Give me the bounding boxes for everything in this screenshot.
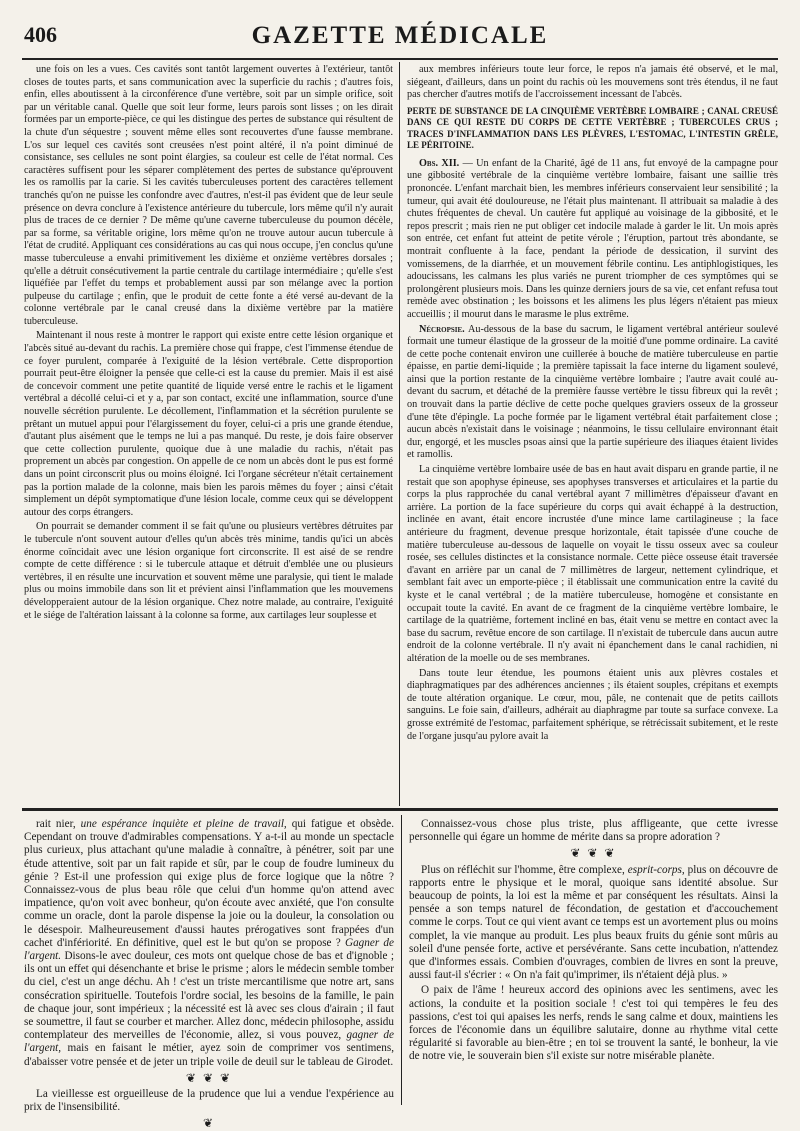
paragraph-vertebra: La cinquième vertèbre lombaire usée de bas en haut avait disparu en grande partie, il ne restait que son apophyse épineuse, ses apophyses transverses et articulaires et la partie du corps la plus rapprochée du canal vertébral ayant 7 millimètres d'épaisseur d'avant en arrière. La portion de la face supérieure du corps qui avait échappé à la destruction, inclinée en avant, était encore incrustée d'une mince lame cartilagineuse ; la face antérieure du fragment, devenue presque horizontale, était tapissée d'une couche de matière tuberculeuse au-dessous de laquelle on voyait le tissu osseux avec sa couleur rosée, ses cellules distinctes et la consistance normale. Cette pièce osseuse était traversée d'avant en arrière par un canal de 7 millimètres de largeur, nettement cylindrique, et semblant fait avec un emporte-pièce ; il établissait une communication entre la cavité du kyste et le canal vertébral ; de la matière tuberculeuse, homogène et consistante en occupait toute la cavité. En avant de ce fragment de la cinquième vertèbre lombaire, le cartilage de la quatrième, fortement incliné en bas, était venu se mettre en contact avec la base du sacrum, revêtue encore de son cartilage. Il n'existait de tubercule dans aucun autre endroit de la colonne vertébrale. Il n'y avait ni épanchement dans le canal rachidien, ni altération de la moelle ou de ses membranes. [407, 464, 778, 664]
italic-run: une espérance inquiète et pleine de travail, [80, 818, 287, 830]
paragraph-homme [409, 864, 778, 983]
section-heading: PERTE DE SUBSTANCE DE LA CINQUIÈME VERTÈBRE LOMBAIRE ; CANAL CREUSÉ DANS CE QUI RESTE DU CORPS DE CETTE VERTÈBRE ; TUBERCULES CRUS ; TRACES D'INFLAMMATION DANS LES PLÈVRES, L'ESTOMAC, L'INTESTIN GRÊLE, LE PÉRITOINE. [407, 105, 778, 151]
paragraph-difference: On pourrait se demander comment il se fait qu'une ou plusieurs vertèbres détruites par le tubercule n'ont souvent autour d'elles qu'un abcès très minime, tandis qu'ici un abcès énorme coïncidait avec une lésion organique fort circonscrite. Il est aisé de se rendre compte de cette différence : si le tubercule attaque et détruit d'emblée une ou plusieurs vertèbres, il en résulte une incurvation et souvent même une paralysie, qui tient le malade plus ou moins immobile dans son lit et prévient ainsi l'inflammation que les mouvemens développeraient autour de la lésion organique. Chez notre malade, au contraire, l'exiguité et le siége de l'altération laissant à la colonne sa forme, aux cartilages leur souplesse et [24, 521, 393, 621]
page-number: 406 [24, 22, 57, 47]
observation-lead: Obs. XII. [419, 157, 460, 169]
paragraph-paix: O paix de l'âme ! heureux accord des opinions avec les sentimens, avec les actions, la conduite et la position sociale ! c'est toi qui tempères le feu des passions, c'est toi qui apaises les nerfs, rends le sang calme et doux, maintiens les forces de l'économie dans un équilibre salutaire, donne au rhythme vital cette régularité si favorable au bien-être ; en toi se trouvent la santé, le bonheur, la vie de notre vie, le souverain bien s'il existe sur notre misérable planète. [409, 984, 778, 1063]
page-header [24, 22, 776, 52]
paragraph-profession [24, 818, 394, 1069]
observation-text: — Un enfant de la Charité, âgé de 11 ans, fut envoyé de la campagne pour une gibbosité vertébrale de la cinquième vertèbre lombaire, faisant une saillie très prononcée. L'enfant marchait bien, les membres inférieurs conservaient leur sensibilité ; la tumeur, qui avait été douloureuse, ne l'était plus maintenant. Il attribuait sa maladie à des chutes fréquentes de cheval. Un cautère fut appliqué au voisinage de la gibbosité, et le repos prescrit ; mais rien ne put obliger cet indocile malade à garder le lit. Un mois après son entrée, cet enfant fut atteint de petite vérole ; l'éruption, partout très abondante, se montrait confluente à la face, pendant la période de dessication, il survint des vomissemens, de la diarrhée, et un mouvement fébrile continu. Les antiphlogistiques, les adoucissans, les calmans les plus variés ne purent triompher de ces symptômes qui se prolongèrent plusieurs mois. Dans les quinze derniers jours de sa vie, cet enfant refusa tout remède avec obstination ; les boissons et les alimens les plus légers n'étaient pas mieux accueillis ; il mourut dans le marasme le plus extrême. [407, 157, 778, 320]
paragraph-lungs: Dans toute leur étendue, les poumons étaient unis aux plèvres costales et diaphragmatiques par des adhérences anciennes ; ils étaient souples, crépitans et exempts de toute altération organique. Le cœur, mou, pâle, ne contenait que de petits caillots sanguins. Le foie sain, d'ailleurs, adhérait au diaphragme par toute sa surface convexe. La grosse extrémité de l'estomac, parfaitement sphérique, se rétrécissait subitement, et le reste de l'organe jusqu'au pylore avait la [407, 667, 778, 742]
paragraph-continuation: aux membres inférieurs toute leur force, le repos n'a jamais été observé, et le mal, siégeant, d'ailleurs, dans un point du rachis où les mouvemens sont très étendus, il ne faut pas chercher d'autres motifs de l'accroissement incessant de l'abcès. [407, 64, 778, 101]
necropsy-text: Au-dessous de la base du sacrum, le ligament vertébral antérieur soulevé formait une tumeur élastique de la grosseur de la moitié d'une pomme ordinaire. La cavité de cette poche contenait environ une cuillerée à bouche de matière tuberculeuse en partie épaisse, en partie demi-liquide ; la première tapissait la face interne du ligament soulevé, ainsi que la portion restante de la cinquième vertèbre lombaire ; l'autre avait coulé au-devant du sacrum, et détaché de la première fausse vertèbre le tissu fibreux qui la revêt ; on trouvait dans la partie déclive de cette poche quelques graviers osseux de la grosseur d'une tête d'épingle. La poche formée par le ligament vertébral était parfaitement close ; aucun abcès n'existait dans le voisinage ; néanmoins, le tissu cellulaire environnant était dur, engorgé, et les muscles psoas ainsi que la partie supérieure des iliaques étaient livides et ramollis. [407, 323, 778, 461]
lower-left-column [24, 818, 394, 1131]
ornament: ❦ ❦ ❦ [185, 1070, 233, 1085]
text-run: Disons-le avec douleur, ces mots ont quelque chose de bas et d'ignoble ; ils ont un effet qui désenchante et brise le prisme ; alors le médecin semble tomber du ciel, c'est un ange déchu. Ah ! c'est un triste mercantilisme que notre art, sans consécration spirituelle. Toutefois l'ordre social, les besoins de la famille, le pain de chaque jour, sont impérieux ; la nécessité est là avec ses clous d'airain ; il faut se soumettre, il faut se courber et marcher. Allez donc, médecin philosophe, assidu contemplateur des merveilles de l'économie, allez, si vous pouvez, [24, 950, 394, 1042]
paragraph-relation: Maintenant il nous reste à montrer le rapport qui existe entre cette lésion organique et l'abcès situé au-devant du rachis. La première chose qui frappe, c'est l'immense étendue de ce foyer purulent, comparée à l'exiguité de la lésion vertébrale. Cette disproportion pourrait peut-être éloigner la pensée que celle-ci est la cause du premier. Mais il est aisé de concevoir comment une petite quantité de liquide versé entre le rachis et le ligament vertébral a décollé celui-ci et y a, par son contact, excité une inflammation, source d'une nouvelle sécrétion purulente. Le décollement, l'inflammation et la sécrétion purulente se prêtant un mutuel appui pour l'élargissement du foyer, celui-ci a pris une grande étendue, d'autant plus aisément que le temps ne lui a pas manqué. Du reste, je dois faire observer que cette collection purulente, quoique due à une maladie du rachis, n'était pas proprement un abcès par congestion. On appelle de ce nom un abcès dont le pus est formé dans un point circonscrit plus ou moins éloigné. Ici l'organe sécréteur n'était certainement pas la portion malade de la colonne, mais bien les parois mêmes du foyer ; ainsi c'était simplement un dépôt symptomatique d'une lésion locale, comme ceux qui se développent autour des corps étrangers. [24, 330, 393, 518]
italic-run: Gagner de l'argent. [24, 936, 394, 963]
text-run: rait nier, [36, 818, 81, 830]
maxim-old-age: La vieillesse est orgueilleuse de la prudence que lui a vendue l'expérience au prix de l'insensibilité. [24, 1088, 394, 1114]
header-rule [22, 58, 778, 60]
necropsy-lead: Nécropsie. [419, 323, 465, 335]
necropsy-paragraph [407, 324, 778, 463]
column-rule-lower [401, 815, 402, 1105]
journal-title: GAZETTE MÉDICALE [251, 22, 549, 49]
ornament: ❦ ❦ ❦ [570, 846, 617, 861]
observation-paragraph [407, 158, 778, 322]
column-rule-upper [399, 62, 400, 806]
text-run: Plus on réfléchit sur l'homme, être complexe, [421, 863, 628, 876]
lower-right-column [409, 818, 778, 1108]
upper-right-column [407, 64, 778, 806]
ornament: ❦ [202, 1116, 216, 1131]
italic-run: esprit-corps, [627, 863, 685, 876]
italic-run: gagner de l'argent, [24, 1029, 394, 1055]
paragraph-ivresse: Connaissez-vous chose plus triste, plus affligeante, que cette ivresse personnelle qui égare un homme de mérite dans sa propre adoration ? [409, 818, 778, 844]
text-run: qui fatigue et obsède. Cependant on trouve d'admirables compensations. Y a-t-il au monde un spectacle plus curieux, plus attachant qu'une maladie à connaître, à pénétrer, soit par une étude attentive, soit par un fait rapide et sûr, par le coup de foudre lumineux du génie ? Est-il une profession qui exige plus de force logique que la nôtre ? Connaissez-vous de plus beau rôle que celui d'un homme qu'on attend avec impatience, qu'on voit avec bonheur, qu'on écoute avec anxiété, que l'on consulte comme un oracle, dont la parole dispense la joie ou la douleur, la consolation ou le désespoir. Malheureusement d'aussi hautes prérogatives sont frappées d'un cachet d'infériorité. En définitive, quel est le but qu'on se propose ? [24, 818, 394, 949]
section-divider-rule [22, 808, 778, 811]
paragraph-cavities: une fois on les a vues. Ces cavités sont tantôt largement ouvertes à l'extérieur, tantôt closes de toutes parts, et sans communication avec la superficie du rachis ; d'autres fois, enfin, elles aboutissent à la circonférence d'une vertèbre, soit par un simple orifice, soit par un véritable canal. Quelle que soit leur forme, leurs parois sont lisses ; on les dirait formées par un emporte-pièce, ce qui les distingue des pertes de substance qui résultent de la chute d'un séquestre ; souvent même elles sont recouvertes d'une fausse membrane. L'os sur lequel ces cavités sont creusées n'est point altéré, il n'a point diminué de consistance, ses cellules ne sont point élargies, sa couleur est celle de l'état normal. Ces caractères suffisent pour les séparer complètement des pertes de substance qu'éprouvent les os ramollis par la carie. Si les cavités tuberculeuses portent des caractères tellement tranchés qu'on ne puisse les confondre avec d'autres, n'est-il pas évident que de leur seule présence on devra conclure à l'existence antérieure du tubercule, lors même qu'il n'y aurait plus de traces de ce dernier ? De même qu'une caverne tuberculeuse du poumon décèle, par sa forme, sa véritable origine, lors même qu'on ne trouve autour aucun tubercule à l'état de crudité. Appliquant ces considérations au cas qui nous occupe, j'en conclus qu'une masse tuberculeuse a envahi primitivement les dixième et onzième vertèbres dorsales ; qu'elle a détruit consécutivement la partie centrale du cartilage intermédiaire ; qu'elle s'est liquéfiée par l'effet du temps et probablement aussi par son mélange avec la portion pulpeuse du cartilage ; enfin, que le produit de cette fonte a été versé au-devant de la colonne vertébrale par le canal creusé dans la dixième vertèbre par la matière tuberculeuse. [24, 64, 393, 327]
text-run: plus on découvre de rapports entre le physique et le moral, quoique sans identité absolue. Sur beaucoup de points, la loi est la même et par conséquent les résultats. Ainsi la pensée a son temps naturel de fécondation, de gestation et d'accouchement comme le corps. Tout ce qui vient avant ce temps est un avortement plus ou moins complet, la vie manque au produit. Les plus beaux fruits du génie sont mûris au soleil d'une pensée forte, active et persévérante. Sans cette incubation, n'attendez que d'informes essais. Combien d'ouvrages, combien de livres en sont la preuve, aussi faut-il s'écrier : « On n'a fait qu'imprimer, ils n'étaient déjà plus. » [409, 863, 778, 982]
upper-left-column [24, 64, 393, 806]
text-run: mais en faisant le métier, ayez soin de comprimer vos sentimens, d'abaisser votre pensée et de jeter un triple voile de deuil sur le tableau de Girodet. [24, 1042, 394, 1068]
